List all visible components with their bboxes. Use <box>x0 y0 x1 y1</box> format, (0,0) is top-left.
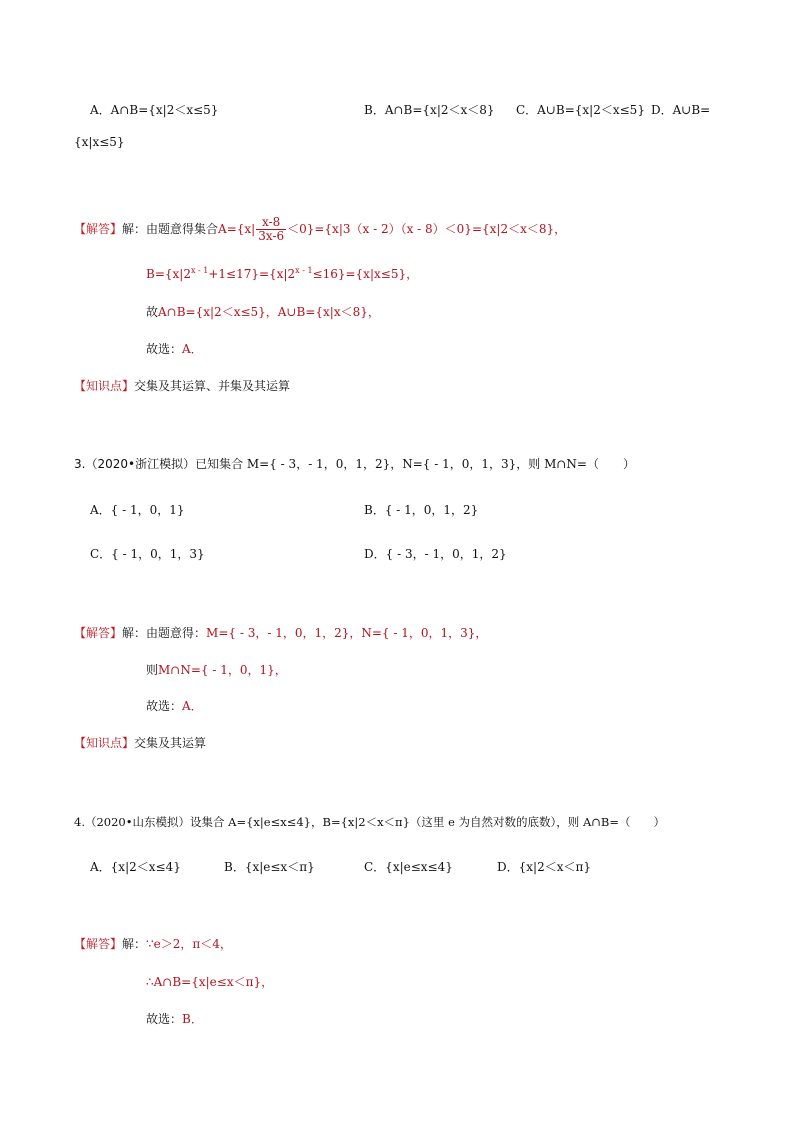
answer-math: M={ - 3，- 1，0，1，2}，N={ - 1，0，1，3}， <box>206 626 488 640</box>
q2-answer-line-4 <box>146 341 203 357</box>
q2-knowledge-point <box>74 378 290 394</box>
q2-answer-line-3 <box>146 304 380 320</box>
knowledge-text: 交集及其运算、并集及其运算 <box>134 379 291 393</box>
answer-tag: 【解答】 <box>74 222 123 236</box>
q2-option-a: A．A∩B={x|2＜x≤5} <box>90 103 219 117</box>
line-math: A∩B={x|2＜x≤5}，A∪B={x|x＜8}， <box>158 305 380 319</box>
q3-stem-math: M={ - 3，- 1，0，1，2}，N={ - 1，0，1，3}，则 M∩N=（ ） <box>243 457 635 471</box>
q3-option-d: D．{ - 3，- 1，0，1，2} <box>364 547 507 561</box>
answer-tag: 【解答】 <box>74 626 123 640</box>
answer-tag: 【解答】 <box>74 937 123 951</box>
fraction-denominator: 3x-6 <box>258 229 285 243</box>
q2-answer-line-2 <box>146 266 418 282</box>
answer-math: ∵e＞2，π＜4， <box>146 937 232 951</box>
choose-answer: B． <box>182 1012 203 1026</box>
q2-option-c: C．A∪B={x|2＜x≤5} <box>516 103 645 117</box>
q4-answer-line-3 <box>146 1011 203 1027</box>
set-a-left: A={x| <box>218 222 256 236</box>
q3-answer-line-1 <box>74 625 487 641</box>
q2-option-d-continued: {x|x≤5} <box>74 135 125 149</box>
set-b-part-2: +1≤17}={x|2 <box>208 267 296 281</box>
answer-intro: 解：由题意得集合 <box>122 222 219 236</box>
choose-prefix: 故选： <box>146 1012 183 1026</box>
exponent-1: x - 1 <box>190 266 209 275</box>
choose-answer: A． <box>182 699 203 713</box>
set-b-part-3: ≤16}={x|x≤5}， <box>312 267 419 281</box>
q2-option-b: B．A∩B={x|2＜x＜8} <box>364 103 495 117</box>
q4-answer-line-1 <box>74 936 232 952</box>
set-b-part-1: B={x|2 <box>146 267 191 281</box>
knowledge-text: 交集及其运算 <box>134 736 207 750</box>
q3-option-b: B．{ - 1，0，1，2} <box>364 503 479 517</box>
q3-knowledge-point <box>74 735 206 751</box>
answer-intro: 解： <box>122 937 147 951</box>
q3-stem <box>74 456 635 472</box>
fraction <box>256 216 286 243</box>
choose-answer: A． <box>182 342 203 356</box>
exponent-2: x - 1 <box>295 266 313 275</box>
set-a-right: ＜0}={x|3（x - 2）（x - 8）＜0}={x|2＜x＜8}， <box>287 222 567 236</box>
choose-prefix: 故选： <box>146 342 183 356</box>
knowledge-tag: 【知识点】 <box>74 379 135 393</box>
answer-intro: 解：由题意得： <box>122 626 207 640</box>
fraction-numerator: x-8 <box>256 216 286 230</box>
q4-stem: 4.（2020•山东模拟）设集合 A={x|e≤x≤4}，B={x|2＜x＜π}（这里 e 为自然对数的底数），则 A∩B=（ ） <box>74 815 665 829</box>
line-prefix: 故 <box>146 305 159 319</box>
q4-option-c: C．{x|e≤x≤4} <box>364 860 453 874</box>
q3-option-a: A．{ - 1，0，1} <box>90 503 185 517</box>
q3-answer-line-2 <box>146 662 287 678</box>
line-prefix: 则 <box>146 663 159 677</box>
q4-answer-line-2: ∴A∩B={x|e≤x＜π}， <box>146 975 274 989</box>
q3-answer-line-3 <box>146 698 203 714</box>
q2-option-d: D．A∪B= <box>651 103 711 117</box>
q4-option-d: D．{x|2＜x＜π} <box>497 860 591 874</box>
q3-stem-prefix: 3.（2020•浙江模拟）已知集合 <box>74 457 244 471</box>
q2-answer-line-1 <box>74 215 566 243</box>
q3-option-c: C．{ - 1，0，1，3} <box>90 547 205 561</box>
line-math: M∩N={ - 1，0，1}， <box>158 663 287 677</box>
knowledge-tag: 【知识点】 <box>74 736 135 750</box>
q4-option-a: A．{x|2＜x≤4} <box>90 860 181 874</box>
q4-option-b: B．{x|e≤x＜π} <box>224 860 315 874</box>
choose-prefix: 故选： <box>146 699 183 713</box>
